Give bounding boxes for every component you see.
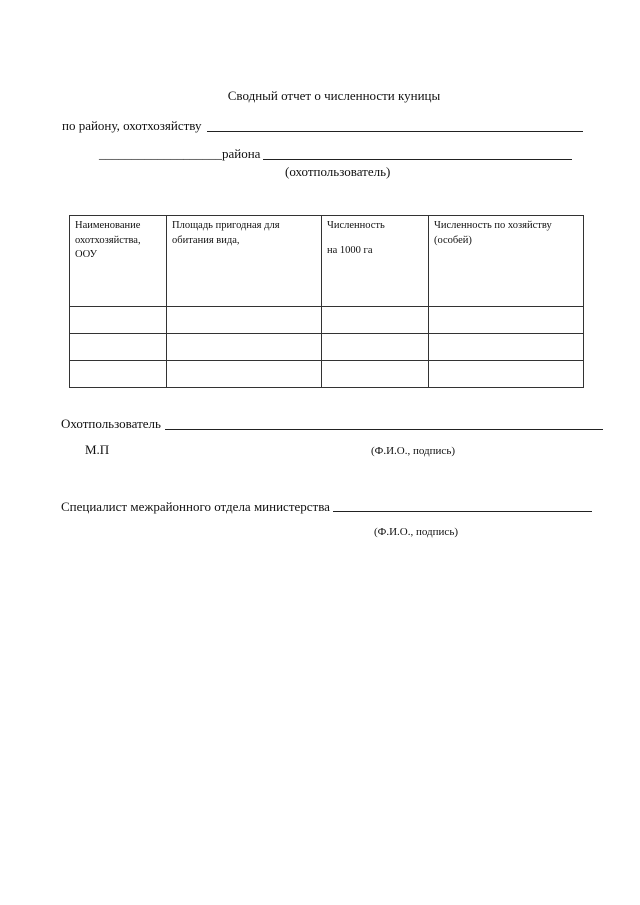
raion-label: ______района [183, 146, 261, 161]
table-header-row [70, 216, 584, 307]
header-density-unit: на 1000 га [327, 244, 373, 256]
specialist-sign-caption: (Ф.И.О., подпись) [374, 526, 458, 538]
district-label: по району, охотхозяйству [62, 118, 202, 133]
table-cell[interactable] [167, 334, 322, 361]
hunter-sign-caption: (Ф.И.О., подпись) [371, 445, 455, 457]
table-cell[interactable] [322, 307, 429, 334]
specialist-label: Специалист межрайонного отдела министерства [61, 499, 330, 514]
table-cell[interactable] [167, 361, 322, 388]
header-hunting-area: Наименование охотхозяйства, ООУ [70, 216, 167, 307]
raion-underline [263, 159, 572, 160]
raion-caption: (охотпользователь) [285, 164, 391, 179]
table-cell[interactable] [322, 361, 429, 388]
table-cell[interactable] [167, 307, 322, 334]
report-table [69, 215, 584, 388]
specialist-underline [333, 511, 592, 512]
raion-prefix-underline: _____________ [99, 146, 184, 161]
table-row [70, 361, 584, 388]
header-suitable-area: Площадь пригодная для обитания вида, [167, 216, 322, 307]
stamp-label: М.П [85, 442, 110, 457]
table-row [70, 334, 584, 361]
hunter-label: Охотпользователь [61, 416, 161, 431]
table-row [70, 307, 584, 334]
table-cell[interactable] [429, 334, 584, 361]
table-cell[interactable] [429, 307, 584, 334]
document-title: Сводный отчет о численности куницы [227, 88, 441, 103]
table-cell[interactable] [70, 307, 167, 334]
hunter-underline [165, 429, 603, 430]
table-cell[interactable] [322, 334, 429, 361]
table-cell[interactable] [429, 361, 584, 388]
district-underline [207, 131, 583, 132]
table-cell[interactable] [70, 361, 167, 388]
header-density [322, 216, 429, 307]
header-total-count: Численность по хозяйству (особей) [429, 216, 584, 307]
header-density-label: Численность [327, 220, 385, 231]
table-cell[interactable] [70, 334, 167, 361]
